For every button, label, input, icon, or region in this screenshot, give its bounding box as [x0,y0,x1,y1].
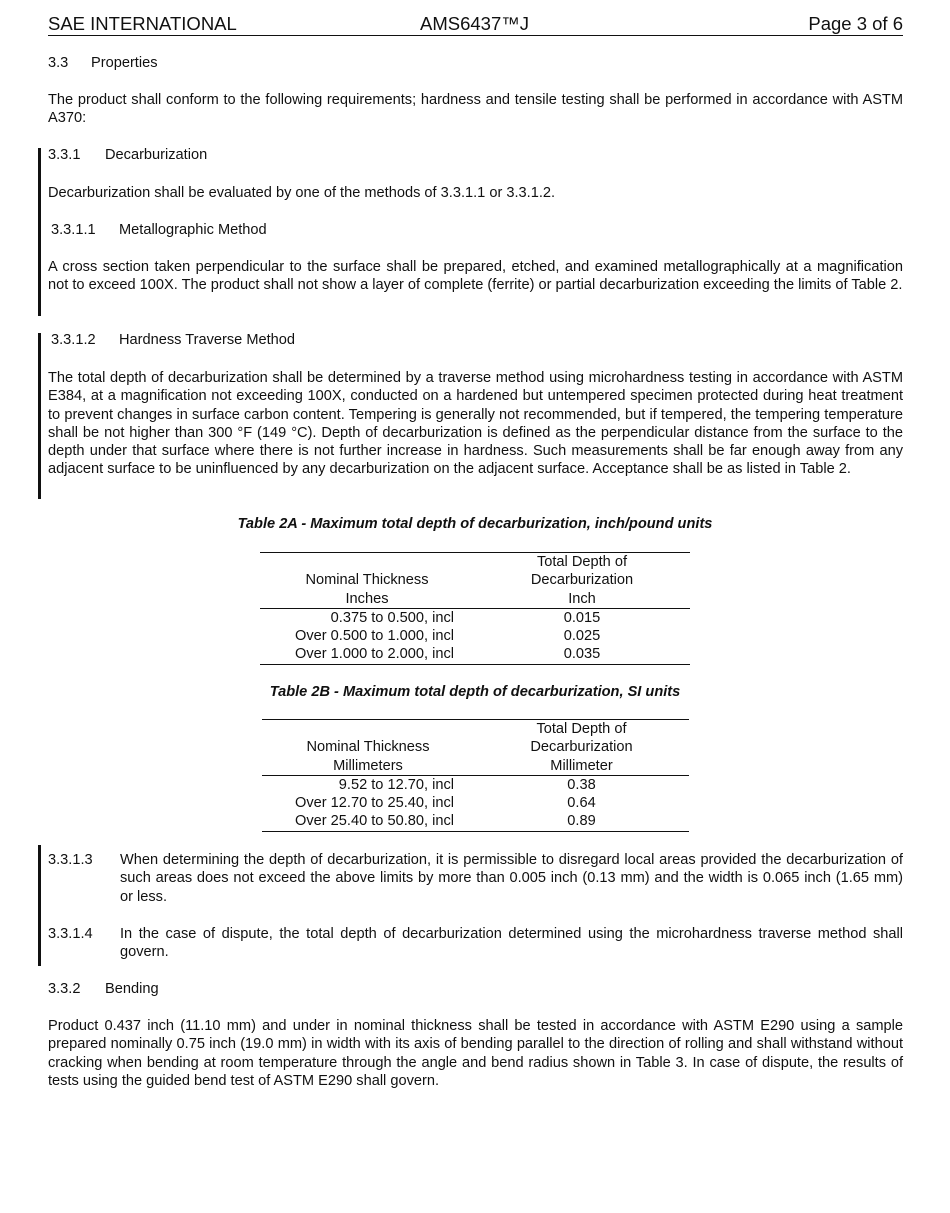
table-2a [260,552,690,665]
section-title: Properties [91,55,158,71]
section-title: Bending [105,981,159,997]
table-2b-caption: Table 2B - Maximum total depth of decarburization, SI units [269,684,681,700]
section-number: 3.3 [48,55,69,71]
paragraph-intro: The product shall conform to the following requirements; hardness and tensile testing shall be performed in accordance with ASTM A370: [48,92,903,127]
paragraph-bending: Product 0.437 inch (11.10 mm) and under in nominal thickness shall be tested in accordance with ASTM E290 using a sample prepared nominally 0.75 inch (19.0 mm) in width with its axis of bending parallel to the direction of rolling and shall withstand without cracking when bending at room temperature through the angle and bend radius shown in Table 3. In case of dispute, the results of tests using the guided bend test of ASTM E290 shall govern. [48,1018,903,1089]
paragraph-decarburization: Decarburization shall be evaluated by one of the methods of 3.3.1.1 or 3.3.1.2. [48,185,556,201]
table-row [262,812,689,831]
column-header-depth-line2: Decarburization [530,739,633,756]
section-number: 3.3.1.4 [48,926,93,942]
header-doc-number: AMS6437™J [420,13,529,34]
table-row [262,775,689,794]
thickness-cell: 9.52 to 12.70, incl [338,776,454,793]
section-number: 3.3.2 [48,981,81,997]
depth-cell: 0.035 [474,645,690,664]
table-2b [262,719,689,832]
section-heading-3-3-1-1 [51,221,906,239]
section-heading-3-3-1 [48,146,903,164]
table-row [260,608,690,627]
paragraph-hardness-traverse: The total depth of decarburization shall be determined by a traverse method using microhardness testing in accordance with ASTM E384, at a magnification not exceeding 100X, conducted on a hardened but untempered specimen protected during heat treatment to prevent changes in surface carbon content. Tempering is generally not recommended, but if tempered, the tempering temperature shall be not higher than 300 °F (149 °C). Depth of decarburization is defined as the perpendicular distance from the surface to the depth under that surface where there is not further increase in hardness. Such measurements shall be far enough away from any adjacent surface to be uninfluenced by any decarburization on the adjacent surface. Acceptance shall be as listed in Table 2. [48,370,903,478]
table-row [260,645,690,664]
column-header-thickness-unit: Inches [260,590,474,609]
revision-bar-3-3-1-3 [38,845,41,966]
section-3-3-1-3 [48,851,903,906]
section-title: Hardness Traverse Method [119,332,296,348]
header-page-number: Page 3 of 6 [808,13,903,34]
section-number: 3.3.1.1 [51,222,96,238]
section-number: 3.3.1.2 [51,332,96,348]
section-title: Decarburization [105,147,208,163]
column-header-thickness-unit: Millimeters [262,757,474,776]
column-header-thickness: Nominal Thickness [305,572,429,589]
column-header-depth-line1: Total Depth of [474,553,690,572]
section-heading-3-3-2 [48,980,903,998]
section-3-3-1-4 [48,925,903,962]
depth-cell: 0.38 [567,776,596,793]
table-row [262,794,689,812]
section-text: When determining the depth of decarburization, it is permissible to disregard local areas provided the decarburization of such areas does not exceed the above limits by more than 0.005 inch (0.13 mm) and the width is 0.065 inch (1.65 mm) or less. [120,852,903,905]
section-number: 3.3.1.3 [48,852,93,868]
thickness-cell: Over 25.40 to 50.80, incl [262,812,474,831]
revision-bar-3-3-1-2 [38,333,41,499]
section-heading-3-3-1-2 [51,331,906,349]
thickness-cell: Over 12.70 to 25.40, incl [294,795,454,812]
depth-cell: 0.025 [563,628,601,645]
thickness-cell: Over 1.000 to 2.000, incl [260,645,474,664]
depth-cell: 0.015 [563,609,601,626]
column-header-depth-line1: Total Depth of [474,720,689,739]
section-number: 3.3.1 [48,147,81,163]
page-header [48,13,903,36]
revision-bar-3-3-1 [38,148,41,316]
section-text: In the case of dispute, the total depth of decarburization determined using the microhardness traverse method shall govern. [120,926,903,961]
header-org: SAE INTERNATIONAL [48,13,237,34]
section-title: Metallographic Method [119,222,267,238]
thickness-cell: 0.375 to 0.500, incl [330,609,454,626]
paragraph-metallographic: A cross section taken perpendicular to the surface shall be prepared, etched, and examined metallographically at a magnification not to exceed 100X. The product shall not show a layer of complete (ferrite) or partial decarburization exceeding the limits of Table 2. [48,259,903,294]
column-header-depth-unit: Inch [474,590,690,609]
section-heading-3-3 [48,54,903,72]
thickness-cell: Over 0.500 to 1.000, incl [294,628,454,645]
depth-cell: 0.89 [474,812,689,831]
depth-cell: 0.64 [567,795,596,812]
column-header-depth-unit: Millimeter [474,757,689,776]
table-2a-caption: Table 2A - Maximum total depth of decarburization, inch/pound units [237,516,713,532]
column-header-thickness: Nominal Thickness [306,739,430,756]
table-row [260,627,690,645]
column-header-depth-line2: Decarburization [530,572,634,589]
